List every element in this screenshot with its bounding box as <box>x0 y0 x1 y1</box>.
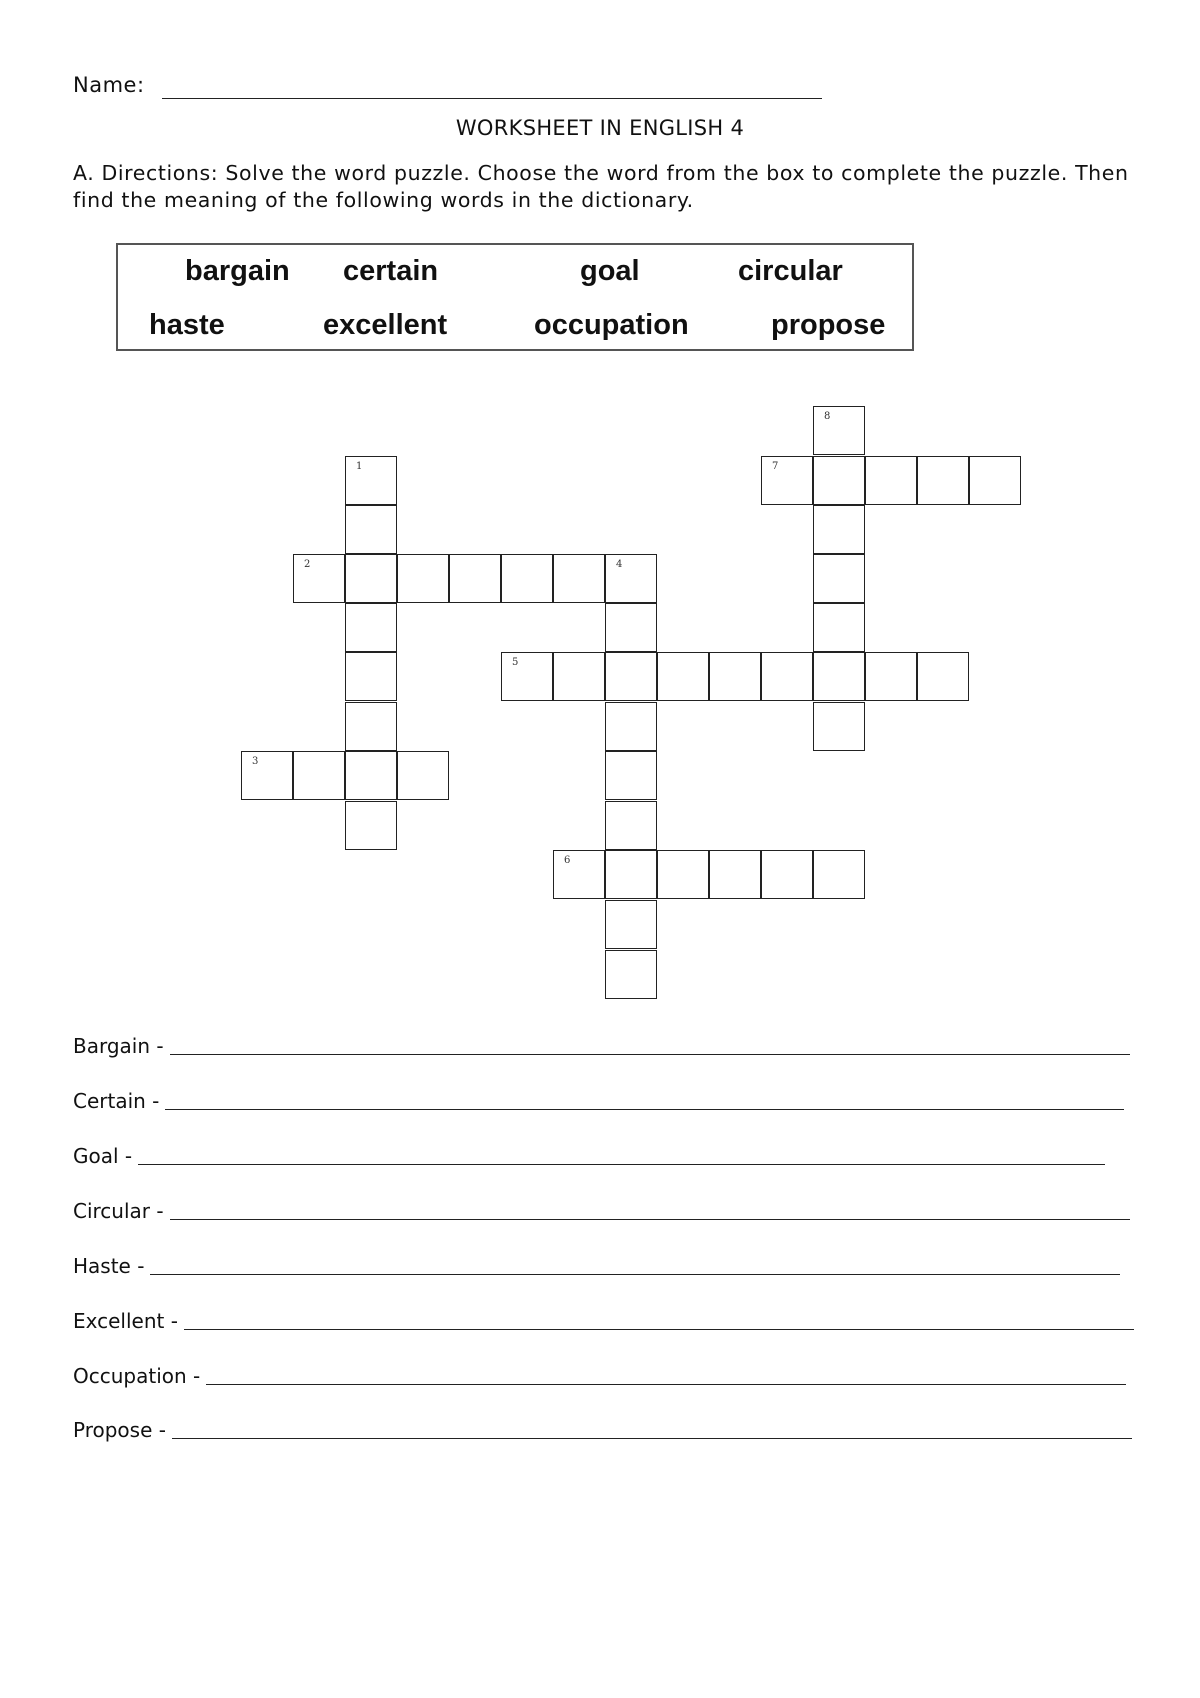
clue-number: 1 <box>356 461 363 472</box>
crossword-cell[interactable] <box>917 652 969 701</box>
definition-row <box>73 1364 1126 1388</box>
definition-label: Goal - <box>73 1144 133 1168</box>
crossword-cell[interactable] <box>345 801 397 850</box>
crossword-cell[interactable] <box>553 554 605 603</box>
word-bank-item: certain <box>343 255 439 287</box>
crossword-cell[interactable] <box>241 751 293 800</box>
crossword-cell[interactable] <box>605 950 657 999</box>
word-bank-item: goal <box>580 255 640 287</box>
crossword-cell[interactable] <box>813 505 865 554</box>
crossword-cell[interactable] <box>605 603 657 652</box>
word-bank-item: bargain <box>185 255 290 287</box>
clue-number: 2 <box>304 559 311 570</box>
definition-label: Propose - <box>73 1418 166 1442</box>
crossword-cell[interactable] <box>397 554 449 603</box>
crossword-cell[interactable] <box>605 850 657 899</box>
crossword-cell[interactable] <box>813 603 865 652</box>
definition-row <box>73 1034 1130 1058</box>
definition-answer-line[interactable] <box>184 1329 1134 1330</box>
crossword-cell[interactable] <box>865 456 917 505</box>
clue-number: 4 <box>616 559 623 570</box>
crossword-cell[interactable] <box>397 751 449 800</box>
directions-text: A. Directions: Solve the word puzzle. Choose the word from the box to complete the puzzle. Then find the meaning of the following words in the dictionary. <box>73 161 1129 212</box>
definition-label: Bargain - <box>73 1034 164 1058</box>
crossword-cell[interactable] <box>605 900 657 949</box>
crossword-cell[interactable] <box>605 751 657 800</box>
crossword-cell[interactable] <box>605 702 657 751</box>
crossword-cell[interactable] <box>813 652 865 701</box>
definition-row <box>73 1418 1132 1442</box>
clue-number: 8 <box>824 411 831 422</box>
crossword-cell[interactable] <box>345 554 397 603</box>
crossword-cell[interactable] <box>969 456 1021 505</box>
crossword-cell[interactable] <box>501 554 553 603</box>
word-bank-item: propose <box>771 309 886 341</box>
definition-label: Circular - <box>73 1199 164 1223</box>
crossword-cell[interactable] <box>761 456 813 505</box>
definition-label: Certain - <box>73 1089 160 1113</box>
clue-number: 3 <box>252 756 259 767</box>
crossword-cell[interactable] <box>813 406 865 455</box>
clue-number: 7 <box>772 461 779 472</box>
crossword-cell[interactable] <box>813 554 865 603</box>
crossword-cell[interactable] <box>865 652 917 701</box>
definition-label: Excellent - <box>73 1309 178 1333</box>
crossword-cell[interactable] <box>293 554 345 603</box>
crossword-cell[interactable] <box>501 652 553 701</box>
clue-number: 6 <box>564 855 571 866</box>
definition-row <box>73 1309 1134 1333</box>
crossword-cell[interactable] <box>813 456 865 505</box>
definition-answer-line[interactable] <box>170 1054 1130 1055</box>
crossword-cell[interactable] <box>345 702 397 751</box>
definition-answer-line[interactable] <box>170 1219 1130 1220</box>
crossword-cell[interactable] <box>345 652 397 701</box>
crossword-cell[interactable] <box>761 652 813 701</box>
crossword-cell[interactable] <box>657 652 709 701</box>
crossword-cell[interactable] <box>345 456 397 505</box>
word-bank-item: circular <box>738 255 843 287</box>
crossword-cell[interactable] <box>553 652 605 701</box>
definition-row <box>73 1199 1130 1223</box>
crossword-cell[interactable] <box>709 850 761 899</box>
crossword-cell[interactable] <box>345 505 397 554</box>
definition-answer-line[interactable] <box>172 1438 1132 1439</box>
worksheet-title: WORKSHEET IN ENGLISH 4 <box>455 116 745 140</box>
word-bank-item: occupation <box>534 309 689 341</box>
definition-row <box>73 1254 1120 1278</box>
crossword-cell[interactable] <box>605 801 657 850</box>
word-bank-item: haste <box>149 309 225 341</box>
definition-row <box>73 1089 1124 1113</box>
definition-answer-line[interactable] <box>165 1109 1124 1110</box>
definition-answer-line[interactable] <box>206 1384 1126 1385</box>
crossword-cell[interactable] <box>761 850 813 899</box>
crossword-cell[interactable] <box>449 554 501 603</box>
clue-number: 5 <box>512 657 519 668</box>
crossword-cell[interactable] <box>605 652 657 701</box>
crossword-cell[interactable] <box>657 850 709 899</box>
crossword-cell[interactable] <box>709 652 761 701</box>
crossword-cell[interactable] <box>345 603 397 652</box>
crossword-cell[interactable] <box>293 751 345 800</box>
definition-label: Occupation - <box>73 1364 201 1388</box>
definition-answer-line[interactable] <box>138 1164 1105 1165</box>
crossword-cell[interactable] <box>553 850 605 899</box>
crossword-cell[interactable] <box>813 850 865 899</box>
definition-label: Haste - <box>73 1254 145 1278</box>
name-label: Name: <box>73 73 145 97</box>
crossword-cell[interactable] <box>813 702 865 751</box>
crossword-cell[interactable] <box>605 554 657 603</box>
definition-answer-line[interactable] <box>150 1274 1120 1275</box>
crossword-cell[interactable] <box>345 751 397 800</box>
crossword-cell[interactable] <box>917 456 969 505</box>
definition-row <box>73 1144 1105 1168</box>
word-bank-item: excellent <box>323 309 448 341</box>
